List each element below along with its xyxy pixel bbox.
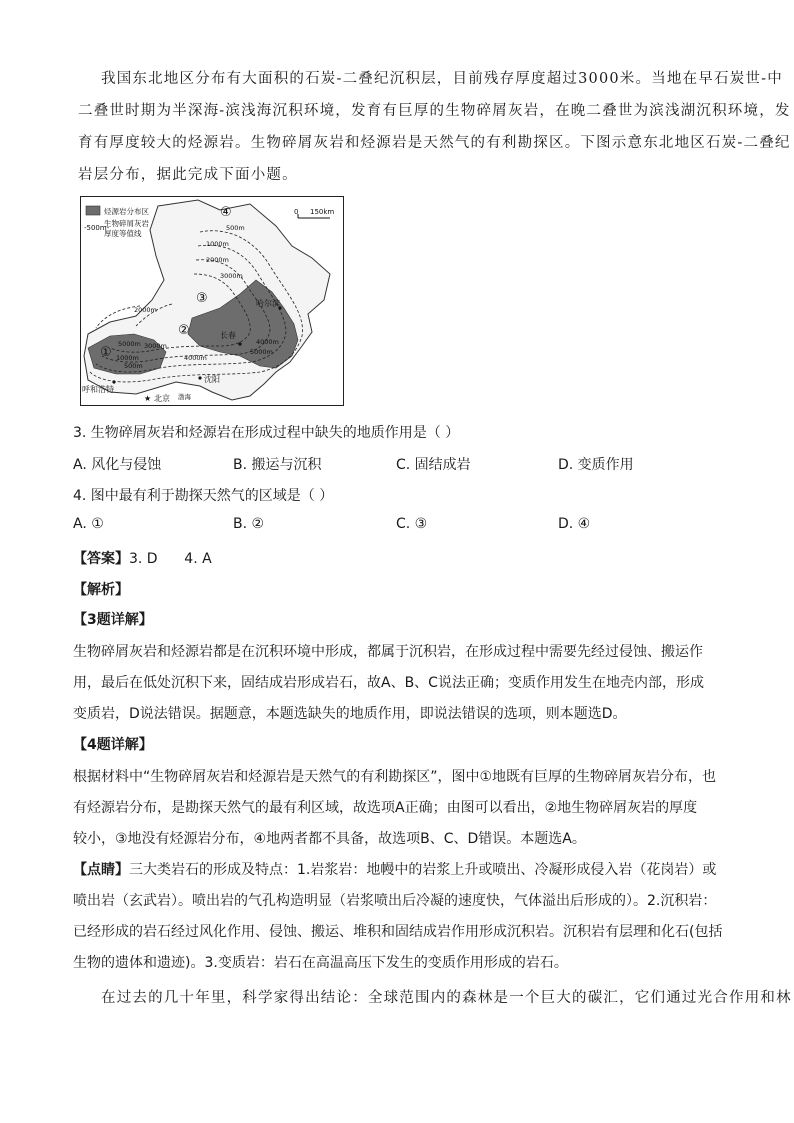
answer-label: 【答案】 xyxy=(73,551,129,567)
scale-distance: 150km xyxy=(310,208,335,216)
legend-contour-sample: -500m- xyxy=(84,224,110,232)
dianjing-line-2: 喷出岩（玄武岩）。喷出岩的气孔构造明显（岩浆喷出后冷凝的速度快，气体溢出后形成的）。2.沉积岩： xyxy=(73,893,717,909)
contour-label: 1000m xyxy=(116,354,139,362)
dianjing-line-4: 生物的遗体和遗迹)。3.变质岩：岩石在高温高压下发生的变质作用形成的岩石。 xyxy=(73,955,568,971)
question-4-stem: 4. 图中最有利于勘探天然气的区域是（ ） xyxy=(73,488,334,504)
question-3-option-b[interactable]: B. 搬运与沉积 xyxy=(233,457,322,473)
contour-label: 3000m xyxy=(144,342,167,350)
dianjing-label: 【点睛】 xyxy=(73,862,129,878)
contour-label: 1000m xyxy=(206,240,229,248)
city-harbin: 哈尔滨 xyxy=(256,299,280,308)
contour-label: 4000m xyxy=(256,338,279,346)
dianjing-line-1 xyxy=(73,859,716,879)
intro-line-2: 二叠世时期为半深海-滨浅海沉积环境，发育有巨厚的生物碎屑灰岩，在晚二叠世为滨浅湖沉积环境，发 xyxy=(78,103,791,119)
city-dot-changchun xyxy=(238,342,241,345)
bohai-label: 渤海 xyxy=(178,393,191,401)
city-changchun: 长春 xyxy=(220,331,236,340)
city-beijing: 北京 xyxy=(154,394,170,403)
dianjing-first: 三大类岩石的形成及特点：1.岩浆岩：地幔中的岩浆上升或喷出、冷凝形成侵入岩（花岗岩）或 xyxy=(129,862,717,878)
question-3-option-c[interactable]: C. 固结成岩 xyxy=(396,457,471,473)
scale-zero: 0 xyxy=(294,208,299,216)
intro-line-3: 育有厚度较大的烃源岩。生物碎屑灰岩和烃源岩是天然气的有利勘探区。下图示意东北地区石炭-二叠纪 xyxy=(78,135,791,151)
question-4-option-b[interactable]: B. ② xyxy=(233,516,265,532)
legend-source-rock-swatch xyxy=(86,206,100,215)
contour-label: 5000m xyxy=(118,340,141,348)
zone-3-marker: ③ xyxy=(196,291,208,306)
city-beijing-star: ★ xyxy=(144,394,152,403)
answer-line xyxy=(73,548,212,568)
q4-detail-line-3: 较小，③地没有烃源岩分布，④地两者都不具备，故选项B、C、D错误。本题选A。 xyxy=(73,831,586,847)
q4-detail-label: 【4题详解】 xyxy=(73,737,153,753)
legend-contour-label-2: 厚度等值线 xyxy=(104,229,142,238)
zone-2-marker: ② xyxy=(178,323,190,338)
contour-label: 2000m xyxy=(206,256,229,264)
contour-label: 5000m xyxy=(250,348,273,356)
q3-detail-line-2: 用，最后在低处沉积下来，固结成岩形成岩石，故A、B、C说法正确；变质作用发生在地壳内部，形成 xyxy=(73,675,704,691)
contour-label: 500m xyxy=(226,224,245,232)
contour-label: 2000m xyxy=(134,306,157,314)
question-3-option-a[interactable]: A. 风化与侵蚀 xyxy=(73,457,162,473)
city-dot-shenyang xyxy=(198,376,201,379)
intro-line-1: 我国东北地区分布有大面积的石炭-二叠纪沉积层，目前残存厚度超过3000米。当地在早石炭世-中 xyxy=(101,71,783,87)
q3-detail-line-3: 变质岩，D说法错误。据题意，本题选缺失的地质作用，即说法错误的选项，则本题选D。 xyxy=(73,706,627,722)
contour-label: 3000m xyxy=(220,272,243,280)
q4-detail-line-2: 有烃源岩分布，是勘探天然气的最有利区域，故选项A正确；由图可以看出，②地生物碎屑灰岩的厚度 xyxy=(73,800,698,816)
contour-label: 500m xyxy=(124,362,143,370)
city-hohhot: 呼和浩特 xyxy=(82,385,114,394)
analysis-label: 【解析】 xyxy=(73,582,129,598)
geology-map xyxy=(80,196,344,406)
q4-detail-line-1: 根据材料中“生物碎屑灰岩和烃源岩是天然气的有利勘探区”，图中①地既有巨厚的生物碎屑灰岩分布，也 xyxy=(73,769,717,785)
answer-text: 3. D 4. A xyxy=(129,551,212,567)
city-dot-hohhot xyxy=(112,380,115,383)
dianjing-line-3: 已经形成的岩石经过风化作用、侵蚀、搬运、堆积和固结成岩作用形成沉积岩。沉积岩有层理和化石(包括 xyxy=(73,924,723,940)
question-3-stem: 3. 生物碎屑灰岩和烃源岩在形成过程中缺失的地质作用是（ ） xyxy=(73,425,460,441)
legend-contour-label-1: 生物碎屑灰岩 xyxy=(104,219,149,228)
question-4-option-a[interactable]: A. ① xyxy=(73,516,104,532)
next-intro-line: 在过去的几十年里，科学家得出结论：全球范围内的森林是一个巨大的碳汇，它们通过光合作用和林 xyxy=(101,990,792,1006)
q3-detail-label: 【3题详解】 xyxy=(73,612,153,628)
contour-label: 4000m xyxy=(184,354,207,362)
q3-detail-line-1: 生物碎屑灰岩和烃源岩都是在沉积环境中形成，都属于沉积岩，在形成过程中需要先经过侵蚀、搬运作 xyxy=(73,644,703,660)
question-4-option-c[interactable]: C. ③ xyxy=(396,516,428,532)
city-shenyang: 沈阳 xyxy=(204,375,220,384)
legend-source-rock-label: 烃源岩分布区 xyxy=(104,207,149,216)
intro-line-4: 岩层分布，据此完成下面小题。 xyxy=(78,167,298,183)
question-4-option-d[interactable]: D. ④ xyxy=(558,516,591,532)
zone-4-marker: ④ xyxy=(220,205,232,220)
question-3-option-d[interactable]: D. 变质作用 xyxy=(558,457,634,473)
zone-1-marker: ① xyxy=(100,345,112,360)
